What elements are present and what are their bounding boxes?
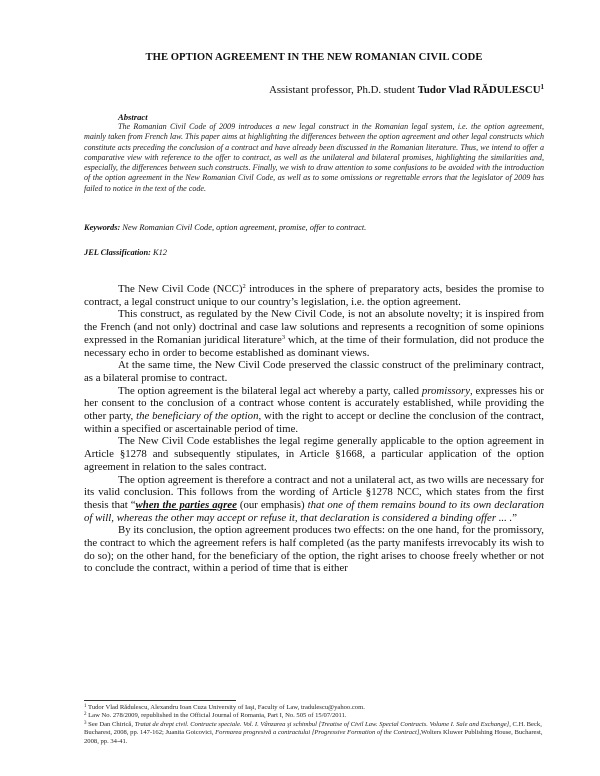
p1-text-b: introduces in the sphere of preparatory acts, besides the promise to contract, a legal construct unique to our country’s legislation, i.e. the option agreement. bbox=[84, 283, 545, 308]
footnote-1-text: Tudor Vlad Rădulescu, Alexandru Ioan Cuza University of Iaşi, Faculty of Law, tradulescu@yahoo.com. bbox=[86, 704, 365, 711]
p4-text-a: The option agreement is the bilateral legal act whereby a party, called bbox=[118, 384, 422, 397]
footnote-3-number: 3 bbox=[84, 720, 87, 726]
abstract-text: The Romanian Civil Code of 2009 introduces a new legal construct in the Romanian legal system, i.e. the option agreement, mainly taken from French law. This paper aims at highlighting the differences between the option agreement and other legal constructs which constitute acts preceding the conclusion of a contract and have already been discussed in the Romanian literature. Thus, we intend to offer a comparative view with reference to the offer to contract, as well as the unilateral and bilateral promises, highlighting the similarities and, especially, the differences between such constructs. Finally, we wish to draw attention to some confusions to be avoided with the introduction of the option agreement in the New Romanian Civil Code, as well as to some omissions or regrettable errors that the legislator of 2009 has failed to notice in the text of the code. bbox=[84, 122, 544, 193]
p6-italic-quote: that one of them remains bound to its own declaration of will, whereas the other may accept or refuse it, that declaration is considered a binding offer ... . bbox=[84, 498, 544, 524]
jel-line bbox=[84, 248, 167, 257]
footnote-ref-3[interactable]: 3 bbox=[281, 333, 286, 341]
p2-text-a: This construct, as regulated by the New Civil Code, is not an absolute novelty; it is inspired from the French (and not only) doctrinal and case law solutions and represents a recognition of some opinions expressed in the Romanian juridical literature bbox=[84, 308, 544, 346]
footnote-2-text: Law No. 278/2009, republished in the Official Journal of Romania, Part I, No. 505 of 15/07/2011. bbox=[86, 712, 347, 720]
footnote-3 bbox=[84, 721, 544, 746]
p4-text-c: , with the right to accept or decline the conclusion of the contract, within a specified or ascertainable period of time. bbox=[84, 410, 545, 435]
author-role: Assistant professor, Ph.D. student bbox=[269, 84, 415, 96]
footnote-1-number: 1 bbox=[84, 704, 87, 709]
paragraph-1 bbox=[84, 283, 544, 308]
paragraph-5: The New Civil Code establishes the legal regime generally applicable to the option agreement in Article §1278 and subsequently stipulates, in Article §1668, a particular application of the option agreement in relation to the sales contract. bbox=[84, 435, 544, 473]
footnote-3-text-a: See Dan Chirică, bbox=[86, 720, 135, 728]
footnotes bbox=[84, 704, 544, 746]
footnote-3-text-b: , C.H. Beck, Bucharest, 2008, pp. 147-162; Juanita Goicovici, bbox=[84, 720, 542, 737]
p4-text-b: , expresses his or her consent to the conclusion of a contract whose content is accurately established, while providing the other party, bbox=[84, 384, 545, 423]
author-name: Tudor Vlad RĂDULESCU bbox=[417, 84, 541, 96]
p6-text-a: The option agreement is therefore a contract and not a unilateral act, as two wills are necessary for its valid conclusion. This follows from the wording of Article §1278 NCC, which states from the first thesis that “ bbox=[84, 473, 544, 511]
p6-emphasis-quote: when the parties agree bbox=[135, 498, 237, 511]
paragraph-3: At the same time, the New Civil Code preserved the classic construct of the preliminary contract, as a bilateral promise to contract. bbox=[84, 359, 544, 384]
footnote-2 bbox=[84, 712, 544, 720]
p6-text-b: (our emphasis) bbox=[236, 498, 308, 511]
keywords-label: Keywords: bbox=[84, 223, 121, 232]
paragraph-6 bbox=[84, 474, 544, 525]
p1-text-a: The New Civil Code (NCC) bbox=[118, 283, 243, 295]
p2-text-b: which, at the time of their formulation, did not produce the necessary echo in order to become established as dominant views. bbox=[84, 333, 544, 359]
footnote-1 bbox=[84, 704, 544, 712]
keywords-text: New Romanian Civil Code, option agreement, promise, offer to contract. bbox=[122, 223, 367, 232]
p6-text-c: ” bbox=[512, 511, 518, 524]
p4-emphasis-beneficiary: the beneficiary of the option bbox=[136, 410, 259, 423]
footnote-ref-2[interactable]: 2 bbox=[242, 283, 246, 290]
body-text bbox=[84, 283, 544, 575]
abstract-heading: Abstract bbox=[118, 112, 148, 122]
keywords-line bbox=[84, 223, 544, 232]
paragraph-7: By its conclusion, the option agreement produces two effects: on the one hand, for the promissory, the contract to which the agreement refers is half completed (as the party manifests irrevocably its wish to do so); on the other hand, for the beneficiary of the option, the right arises to choose freely whether or not to conclude the contract, within a period of time that is either bbox=[84, 524, 544, 575]
paragraph-2 bbox=[84, 308, 544, 359]
jel-label: JEL Classification: bbox=[84, 248, 151, 257]
author-line bbox=[269, 83, 544, 96]
jel-code: K12 bbox=[153, 248, 167, 257]
footnote-3-text-c: ,Wolters Kluwer Publishing House, Bucharest, 2008, pp. 34-41. bbox=[84, 729, 543, 745]
footnote-3-title-2: Formarea progresivă a contractului [Progressive Formation of the Contract] bbox=[215, 729, 420, 737]
author-footnote-ref[interactable]: 1 bbox=[540, 83, 544, 91]
footnote-separator bbox=[84, 700, 236, 701]
paper-title: THE OPTION AGREEMENT IN THE NEW ROMANIAN CIVIL CODE bbox=[145, 52, 483, 63]
footnote-2-number: 2 bbox=[84, 712, 87, 718]
footnote-3-title-1: Tratat de drept civil. Contracte speciale. Vol. I. Vânzarea şi schimbul [Treatise of Civil Law. Special Contracts. Volume I. Sale and Exchange] bbox=[134, 720, 510, 728]
paragraph-4 bbox=[84, 385, 544, 436]
p4-emphasis-promissory: promissory bbox=[421, 384, 471, 397]
